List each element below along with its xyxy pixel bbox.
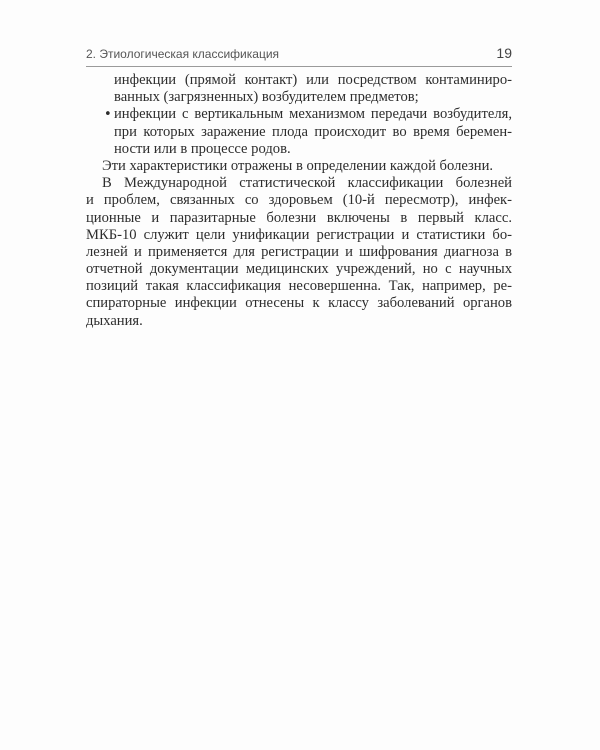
text-line: ванных (загрязненных) возбудителем предметов; (114, 89, 419, 106)
text-line: инфекции с вертикальным механизмом передачи возбудителя, (114, 106, 512, 123)
paragraph-line: Эти характеристики отражены в определении каждой болезни. (102, 157, 494, 174)
paragraph-line: В Международной статистической классификации болезней (102, 175, 512, 192)
paragraph (86, 175, 512, 330)
paragraph-line: ционные и паразитарные болезни включены в первый класс. (86, 209, 512, 226)
text-line: при которых заражение плода происходит во время беремен- (114, 123, 512, 140)
text-line: инфекции (прямой контакт) или посредством контаминиро- (114, 72, 512, 88)
page-number: 19 (496, 45, 512, 61)
paragraph-line: и проблем, связанных со здоровьем (10-й пересмотр), инфек- (86, 192, 512, 209)
bullet-item (86, 106, 512, 158)
paragraph-line: МКБ-10 служит цели унификации регистрации и статистики бо- (86, 226, 512, 243)
text-line: ности или в процессе родов. (114, 140, 291, 157)
section-title: 2. Этиологическая классификация (86, 47, 280, 61)
paragraph-line: лезней и применяется для регистрации и шифрования диагноза в (86, 243, 512, 260)
body-text (86, 72, 512, 330)
paragraph-line: дыхания. (86, 312, 143, 329)
header-rule (86, 66, 512, 67)
paragraph-line: отчетной документации медицинских учреждений, но с научных (86, 261, 512, 278)
paragraph-line: позиций такая классификация несовершенна. Так, например, ре- (86, 278, 512, 295)
bullet-marker: • (104, 107, 112, 123)
paragraph-line: спираторные инфекции отнесены к классу заболеваний органов (86, 295, 512, 312)
running-header (86, 45, 512, 65)
